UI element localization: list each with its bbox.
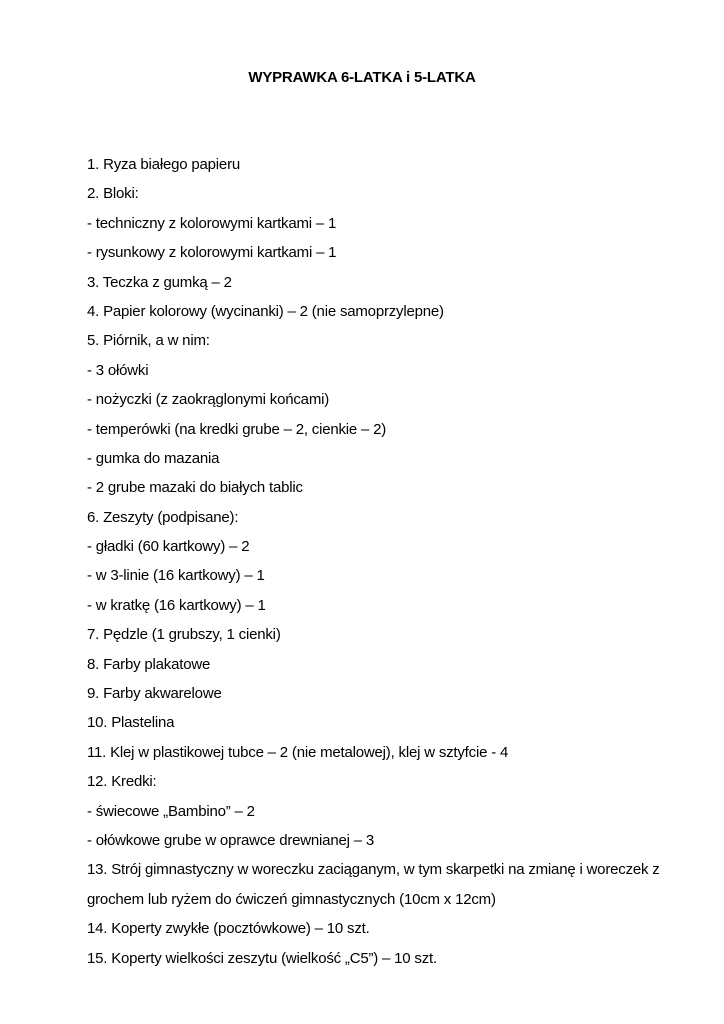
- list-line: - świecowe „Bambino” – 2: [87, 802, 255, 820]
- list-line: - gumka do mazania: [87, 449, 220, 467]
- list-line: grochem lub ryżem do ćwiczeń gimnastycznych (10cm x 12cm): [87, 890, 496, 908]
- list-line: 14. Koperty zwykłe (pocztówkowe) – 10 szt.: [87, 920, 370, 938]
- list-line: - ołówkowe grube w oprawce drewnianej – 3: [87, 831, 374, 849]
- list-line: - 2 grube mazaki do białych tablic: [87, 479, 303, 497]
- list-line: 6. Zeszyty (podpisane):: [87, 508, 239, 526]
- list-line: - gładki (60 kartkowy) – 2: [87, 538, 250, 556]
- list-line: 11. Klej w plastikowej tubce – 2 (nie metalowej), klej w sztyfcie - 4: [87, 743, 509, 761]
- list-line: - temperówki (na kredki grube – 2, cienkie – 2): [87, 420, 387, 438]
- list-line: 3. Teczka z gumką – 2: [87, 273, 232, 291]
- list-line: 13. Strój gimnastyczny w woreczku zaciąganym, w tym skarpetki na zmianę i woreczek z: [87, 861, 660, 879]
- list-line: 15. Koperty wielkości zeszytu (wielkość „C5”) – 10 szt.: [87, 949, 437, 967]
- list-line: 8. Farby plakatowe: [87, 655, 211, 673]
- list-line: - w 3-linie (16 kartkowy) – 1: [87, 567, 265, 585]
- list-line: 10. Plastelina: [87, 714, 175, 732]
- document-title: WYPRAWKA 6-LATKA i 5-LATKA: [248, 69, 476, 86]
- supply-list: [87, 150, 660, 973]
- list-line: 4. Papier kolorowy (wycinanki) – 2 (nie samoprzylepne): [87, 302, 444, 320]
- list-line: - rysunkowy z kolorowymi kartkami – 1: [87, 244, 337, 262]
- list-line: - techniczny z kolorowymi kartkami – 1: [87, 214, 337, 232]
- list-line: 12. Kredki:: [87, 773, 157, 791]
- list-line: 1. Ryza białego papieru: [87, 156, 241, 173]
- list-line: 7. Pędzle (1 grubszy, 1 cienki): [87, 626, 281, 644]
- list-line: - nożyczki (z zaokrąglonymi końcami): [87, 391, 330, 409]
- list-line: - 3 ołówki: [87, 361, 149, 379]
- list-line: 2. Bloki:: [87, 185, 139, 203]
- list-line: 9. Farby akwarelowe: [87, 685, 222, 703]
- list-line: - w kratkę (16 kartkowy) – 1: [87, 596, 266, 614]
- list-line: 5. Piórnik, a w nim:: [87, 332, 210, 350]
